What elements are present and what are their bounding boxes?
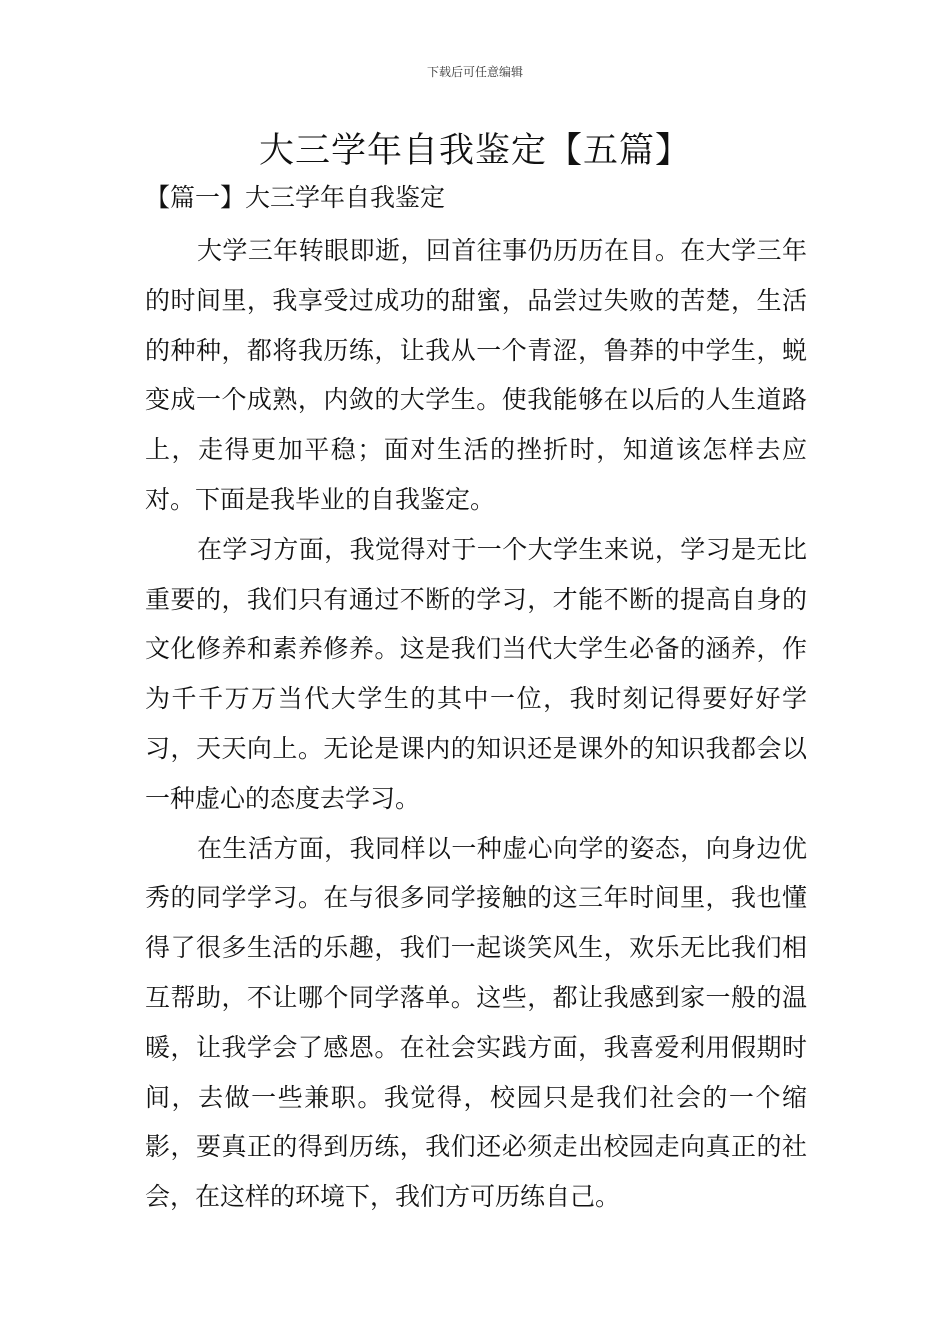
document-body: [145, 226, 807, 1222]
section-heading: 【篇一】大三学年自我鉴定: [145, 183, 446, 212]
paragraph-3: 在生活方面，我同样以一种虚心向学的姿态，向身边优秀的同学学习。在与很多同学接触的这三年时间里，我也懂得了很多生活的乐趣，我们一起谈笑风生，欢乐无比我们相互帮助，不让哪个同学落单。这些，都让我感到家一般的温暖，让我学会了感恩。在社会实践方面，我喜爱利用假期时间，去做一些兼职。我觉得，校园只是我们社会的一个缩影，要真正的得到历练，我们还必须走出校园走向真正的社会，在这样的环境下，我们方可历练自己。: [145, 833, 807, 1212]
header-note: 下载后可任意编辑: [426, 65, 523, 79]
paragraph-1: 大学三年转眼即逝，回首往事仍历历在目。在大学三年的时间里，我享受过成功的甜蜜，品尝过失败的苦楚，生活的种种，都将我历练，让我从一个青涩，鲁莽的中学生，蜕变成一个成熟，内敛的大学生。使我能够在以后的人生道路上，走得更加平稳；面对生活的挫折时，知道该怎样去应对。下面是我毕业的自我鉴定。: [145, 236, 807, 514]
document-title: 大三学年自我鉴定【五篇】: [258, 131, 691, 171]
paragraph-2: 在学习方面，我觉得对于一个大学生来说，学习是无比重要的，我们只有通过不断的学习，才能不断的提高自身的文化修养和素养修养。这是我们当代大学生必备的涵养，作为千千万万当代大学生的其中一位，我时刻记得要好好学习，天天向上。无论是课内的知识还是课外的知识我都会以一种虚心的态度去学习。: [145, 534, 807, 813]
